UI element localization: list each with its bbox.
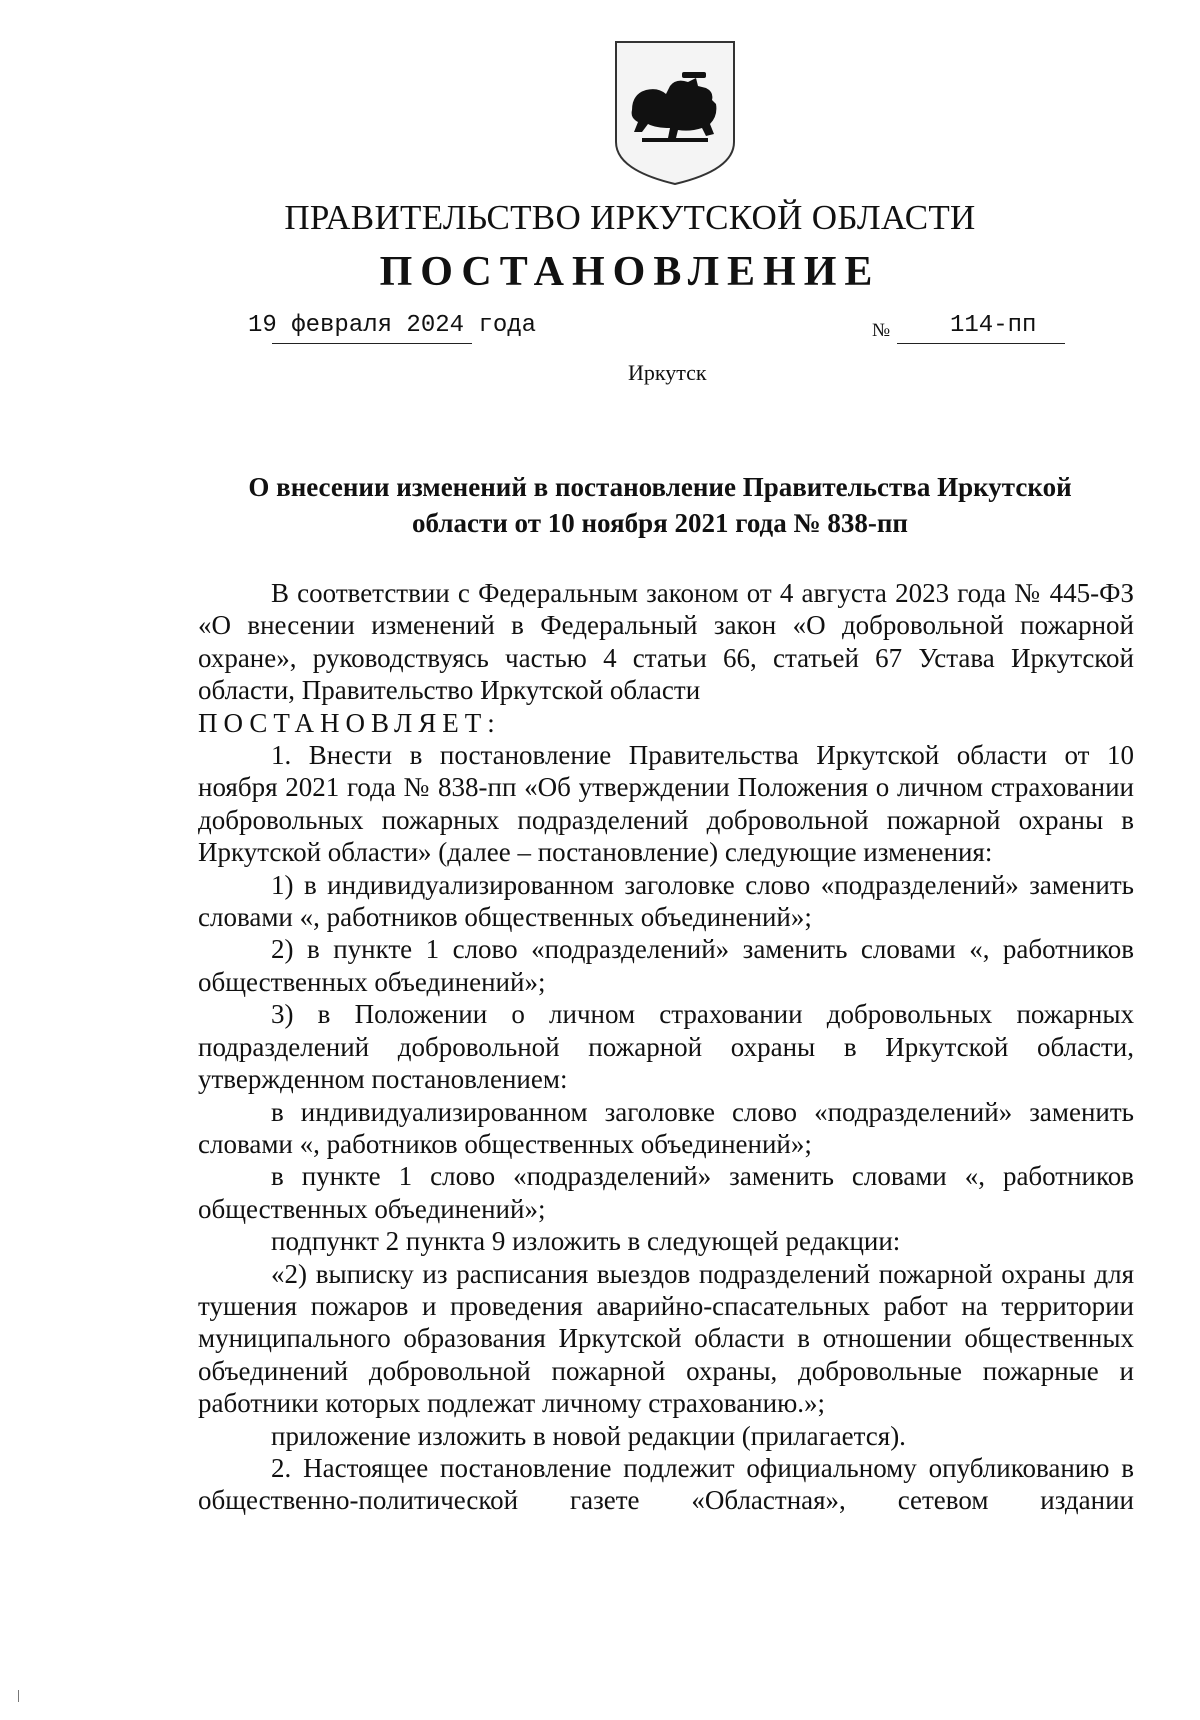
document-number: 114-пп — [950, 312, 1037, 339]
item-1-3e-paragraph: приложение изложить в новой редакции (прилагается). — [271, 1420, 906, 1451]
preamble-paragraph: В соответствии с Федеральным законом от 4 августа 2023 года № 445-ФЗ «О внесении изменений в Федеральный закон «О добровольной пожарной охране», руководствуясь частью 4 статьи 66, статьей 67 Устава Иркутской области, Правительство Иркутской области — [198, 578, 1134, 706]
scan-margin-mark — [18, 1690, 19, 1702]
item-2-paragraph: 2. Настоящее постановление подлежит официальному опубликованию в общественно-политической газете «Областная», сетевом издании — [198, 1452, 1134, 1516]
item-1-3d-paragraph: «2) выписку из расписания выездов подразделений пожарной охраны для тушения пожаров и проведения аварийно-спасательных работ на территории муниципального образования Иркутской области в отношении общественных объединений добровольной пожарной охраны, добровольные пожарные и работники которых подлежат личному страхованию.»; — [198, 1258, 1134, 1419]
item-1-3c-paragraph: подпункт 2 пункта 9 изложить в следующей редакции: — [271, 1226, 901, 1257]
number-sign: № — [872, 320, 891, 341]
item-1-3b-paragraph: в пункте 1 слово «подразделений» заменить словами «, работников общественных объединений»; — [198, 1161, 1134, 1224]
document-subject — [200, 469, 1120, 541]
item-1-3-paragraph: 3) в Положении о личном страховании добровольных пожарных подразделений добровольной пожарной охраны в Иркутской области, утвержденном постановлением: — [198, 999, 1134, 1095]
coat-of-arms-icon — [612, 38, 738, 188]
item-1-paragraph: 1. Внести в постановление Правительства Иркутской области от 10 ноября 2021 года № 838-пп «Об утверждении Положения о личном страховании добровольных пожарных подразделений добровольной пожарной охраны в Иркутской области» (далее – постановление) следующие изменения: — [198, 740, 1134, 868]
government-title: ПРАВИТЕЛЬСТВО ИРКУТСКОЙ ОБЛАСТИ — [284, 198, 976, 237]
document-city: Иркутск — [628, 360, 707, 385]
number-underline — [897, 343, 1065, 344]
resolves-word: ПОСТАНОВЛЯЕТ: — [198, 707, 501, 738]
subject-line-1: О внесении изменений в постановление Правительства Иркутской — [248, 472, 1072, 502]
document-body — [198, 577, 1134, 1517]
document-date: 19 февраля 2024 года — [248, 312, 537, 339]
document-type-heading: ПОСТАНОВЛЕНИЕ — [379, 249, 881, 295]
item-1-2-paragraph: 2) в пункте 1 слово «подразделений» заменить словами «, работников общественных объединений»; — [198, 934, 1134, 997]
date-underline — [272, 343, 472, 344]
item-1-1-paragraph: 1) в индивидуализированном заголовке слово «подразделений» заменить словами «, работников общественных объединений»; — [198, 869, 1134, 933]
item-1-3a-paragraph: в индивидуализированном заголовке слово «подразделений» заменить словами «, работников общественных объединений»; — [198, 1096, 1134, 1159]
subject-line-2: области от 10 ноября 2021 года № 838-пп — [412, 508, 908, 538]
